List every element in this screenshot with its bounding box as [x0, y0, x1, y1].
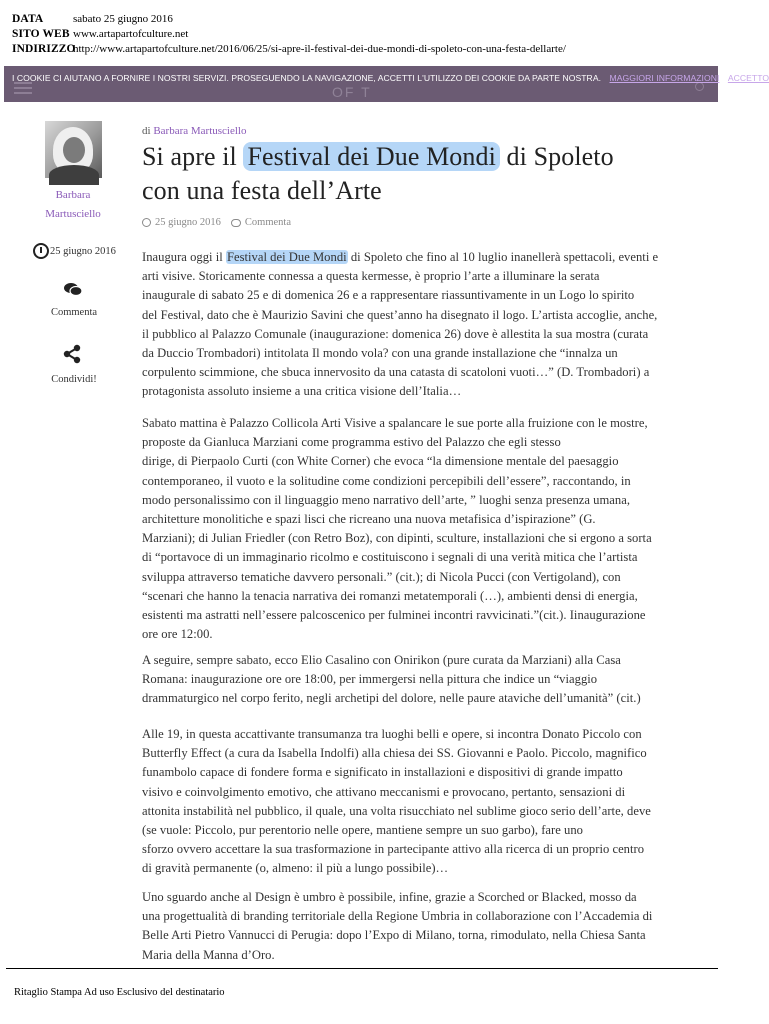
title-line-2: con una festa dell’Arte: [142, 176, 382, 205]
cookie-more-info-link[interactable]: MAGGIORI INFORMAZIONI: [609, 73, 720, 83]
author-first-name[interactable]: Barbara: [55, 189, 91, 201]
clipping-address-row: [12, 42, 566, 57]
byline-prefix: di: [142, 125, 151, 137]
article-paragraph-1: [142, 248, 698, 402]
p1-line1-post: di Spoleto che fino al 10 luglio inanellerà spettacoli, eventi e: [350, 250, 659, 264]
paragraph-line: visivo e coinvolgimento emotivo, che attivano meccanismi e provocano, pertanto, sensazioni di: [142, 784, 626, 799]
paragraph-line: Sabato mattina è Palazzo Collicola Arti Visive a spalancare le sue porte alla fruizione con le mostre,: [142, 416, 648, 430]
paragraph-line: Romana: inaugurazione ore ore 18:00, per immergersi nella pittura che indice un “viaggio: [142, 672, 598, 687]
clock-icon: [33, 243, 49, 259]
search-icon[interactable]: [695, 82, 704, 91]
paragraph-line: A seguire, sempre sabato, ecco Elio Casalino con Onirikon (pure curata da Marziani) alla Casa: [142, 653, 621, 667]
footer-divider: [6, 968, 718, 969]
paragraph-line: contemporaneo, il vuoto e la solitudine come condizioni percepibili dell’essere”, raccontando, in: [142, 473, 631, 488]
article-paragraph-3: [142, 651, 698, 709]
date-value: sabato 25 giugno 2016: [73, 13, 173, 25]
paragraph-line: Butterfly Effect (a cura da Isabella Indolfi) alla chiesa dei SS. Giovanni e Paolo. Piccolo, magnifico: [142, 746, 647, 761]
paragraph-line: il pubblico al Palazzo Comunale (inaugurazione: domenica 26) dove è allestita la sua mostra (curata: [142, 326, 649, 341]
site-label: SITO WEB: [12, 28, 70, 40]
sidebar-author-name[interactable]: [36, 186, 110, 224]
paragraph-line: dirige, di Pierpaolo Curti (con White Corner) che evoca “la dimensione mentale del paesaggio: [142, 454, 619, 469]
paragraph-line: “scenari che hanno la tenacia narrativa dei romanzi metatemporali (…), ambienti densi di energia,: [142, 588, 638, 603]
address-value: http://www.artapartofculture.net/2016/06/25/si-apre-il-festival-dei-due-mondi-di-spoleto-con-una-festa-dellarte/: [73, 43, 566, 55]
paragraph-line: corpulento scimmione, che sbuca innervosito da una catasta di scatoloni vuoti…” (D. Trombadori) a: [142, 365, 650, 380]
paragraph-line: inaugurale di sabato 25 e di domenica 26 e a rappresentare riassuntivamente in un Logo lo spirito: [142, 288, 635, 303]
paragraph-line: ore ore 12:00.: [142, 627, 213, 642]
paragraph-line: architetture monolitiche e spazi lisci che ricreano una nuova metafisica d’ispirazione” (G.: [142, 512, 596, 527]
paragraph-line: Belle Arti Pietro Vannucci di Perugia: dopo l’Expo di Milano, torna, rimodulato, nella Chiesa Santa: [142, 928, 646, 943]
clipping-site-row: [12, 27, 566, 42]
sidebar-date-text: 25 giugno 2016: [50, 245, 116, 257]
article-paragraph-5: [142, 888, 698, 965]
clipping-date-row: [12, 12, 566, 27]
clipping-header: [12, 12, 566, 57]
site-value: www.artapartofculture.net: [73, 28, 189, 40]
paragraph-line: da Duccio Trombadori) intitolata Il mondo vola? con una grande installazione che “innalza un: [142, 346, 618, 361]
paragraph-line: Marziani); di Julian Friedler (con Retro Boz), con dipinti, sculture, installazioni che si ergono a sorta: [142, 531, 652, 546]
comment-icon[interactable]: [63, 282, 83, 297]
sidebar-share-link[interactable]: Condividi!: [51, 374, 97, 385]
paragraph-line: esistenti ma astratti nell’essere palcoscenico per fulminei incontri ravvicinati.”(cit.). Iinaugurazione: [142, 608, 646, 623]
paragraph-line: protagonista assoluto insieme a una critica visione dell’Italia…: [142, 384, 462, 399]
paragraph-line: sviluppa attraverso tematiche davvero personali.” (cit.); di Nicola Pucci (con Vertigoland), con: [142, 569, 621, 584]
article-paragraph-2: [142, 414, 698, 644]
title-part-1: Si apre il: [142, 142, 237, 171]
hamburger-menu-icon[interactable]: [14, 82, 32, 97]
title-part-2: di Spoleto: [506, 142, 614, 171]
article-paragraph-4: [142, 725, 698, 879]
clipping-footer-note: Ritaglio Stampa Ad uso Esclusivo del destinatario: [14, 987, 225, 998]
meta-date: 25 giugno 2016: [155, 217, 221, 228]
p1-highlight: Festival dei Due Mondi: [226, 250, 347, 264]
article-byline: [142, 125, 246, 137]
paragraph-line: una progettualità di branding territoriale della Regione Umbria in collaborazione con l’Accademia di: [142, 909, 653, 924]
meta-comment-link[interactable]: Commenta: [244, 217, 291, 228]
paragraph-line: proposte da Gianluca Marziani come programma estivo del Palazzo che egli stesso: [142, 435, 561, 450]
cookie-notice-text: I COOKIE CI AIUTANO A FORNIRE I NOSTRI SERVIZI. PROSEGUENDO LA NAVIGAZIONE, ACCETTI L'UTILIZZO DEI COOKIE DA PARTE NOSTRA.: [12, 73, 602, 83]
author-avatar[interactable]: [45, 121, 102, 178]
paragraph-line: (se vuole: Piccolo, pur perentorio nelle opere, mantiene sempre un suo garbo), fare uno: [142, 823, 583, 838]
sidebar-comment-link[interactable]: Commenta: [50, 307, 98, 318]
paragraph-line: arti visive. Storicamente connessa a questa kermesse, è proprio l’arte a illuminare la serata: [142, 269, 600, 284]
paragraph-line: di gravità permanente (o, almeno: il più a lungo possibile)…: [142, 861, 449, 876]
cookie-accept-link[interactable]: ACCETTO: [727, 73, 769, 83]
site-logo[interactable]: OF T: [332, 84, 372, 100]
article-title: [142, 140, 702, 208]
share-icon[interactable]: [62, 344, 82, 364]
date-label: DATA: [12, 13, 44, 25]
byline-author-link[interactable]: Barbara Martusciello: [153, 125, 247, 137]
paragraph-line: Alle 19, in questa accattivante transumanza tra luoghi belli e opere, si incontra Donato Piccolo con: [142, 727, 642, 741]
title-highlight: Festival dei Due Mondi: [243, 142, 499, 171]
address-label: INDIRIZZO: [12, 43, 76, 55]
paragraph-line: attonita instabilità nel pubblico, il quale, una volta risucchiato nel sublime gioco serio dell’arte, deve: [142, 803, 651, 818]
paragraph-line: di “portavoce di un immaginario ricolmo e costituiscono i segnali di una verità mitica che l’artista: [142, 550, 638, 565]
paragraph-line: Uno sguardo anche al Design è umbro è possibile, infine, grazie a Scorched or Blacked, mosso da: [142, 890, 637, 904]
paragraph-line: Maria della Manna d’Oro.: [142, 947, 275, 962]
cookie-notice: [12, 73, 769, 83]
sidebar-date: [33, 243, 116, 259]
cookie-banner: [4, 66, 769, 102]
paragraph-line: drammaturgico nel corpo ferito, negli archetipi del dolore, nelle paure ataviche dell’umanità” (cit.): [142, 691, 641, 706]
meta-clock-icon: [142, 218, 151, 227]
author-last-name[interactable]: Martusciello: [45, 208, 101, 220]
paragraph-line: [142, 248, 698, 267]
paragraph-line: del Festival, dato che è Maurizio Savini che quest’anno ha disegnato il logo. L’artista accoglie, anche,: [142, 307, 658, 322]
paragraph-line: sforzo ovvero accettare la sua trasformazione in partecipante attivo alla ricerca di un proprio centro: [142, 842, 645, 857]
p1-line1-pre: Inaugura oggi il: [142, 250, 223, 264]
article-meta: [142, 217, 291, 228]
paragraph-line: funambolo capace di fondere forma e significato in installazioni e dispositivi di grande impatto: [142, 765, 623, 780]
paragraph-line: modo personalissimo con il linguaggio meno narrativo dell’arte, ” luoghi senza presenza umana,: [142, 492, 630, 507]
meta-comment-icon: [231, 219, 241, 227]
